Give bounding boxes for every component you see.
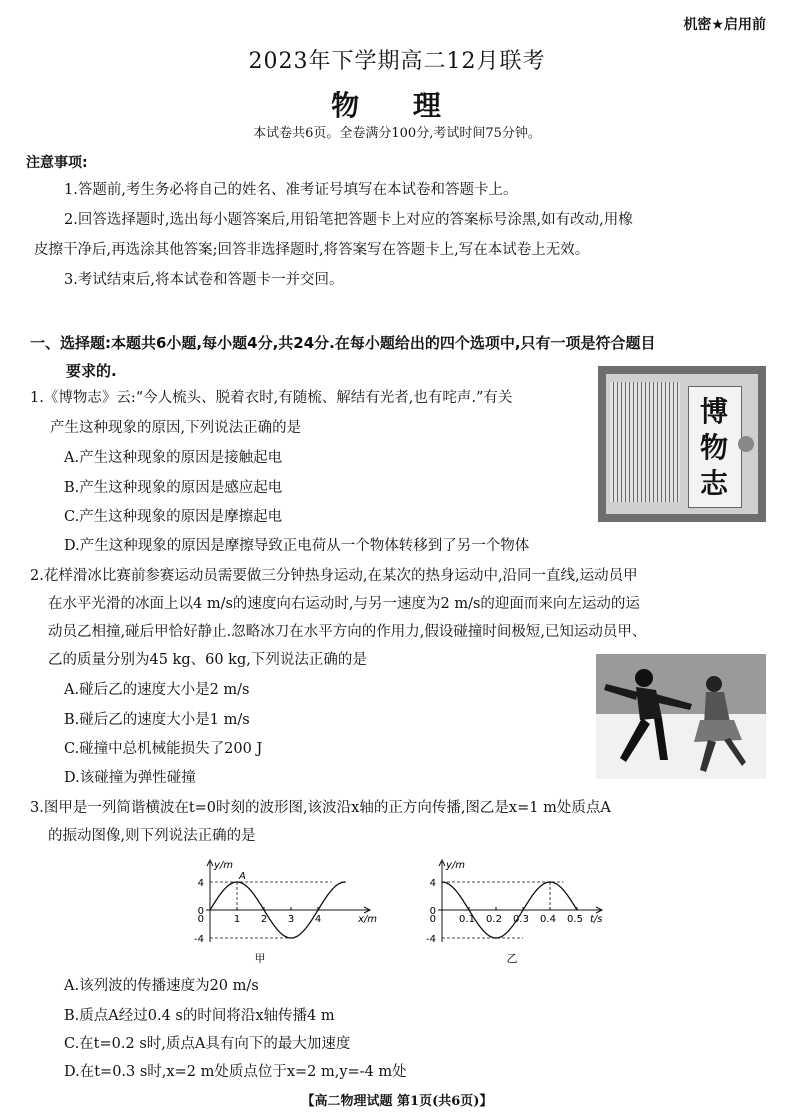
q1-option-b: B.产生这种现象的原因是感应起电: [64, 480, 283, 496]
x-tick-label: 0.3: [513, 914, 529, 925]
x-tick-label: 3: [287, 914, 295, 925]
chart-caption: 乙: [506, 952, 518, 965]
exam-info: 本试卷共6页。全卷满分100分,考试时间75分钟。: [253, 126, 541, 141]
data-point: [344, 881, 346, 883]
chart-caption: 甲: [254, 952, 266, 965]
note-item: 3.考试结束后,将本试卷和答题卡一并交回。: [64, 272, 344, 288]
q3-option-b: B.质点A经过0.4 s的时间将沿x轴传播4 m: [64, 1008, 335, 1024]
data-point: [495, 937, 497, 939]
x-tick-label: 0.1: [459, 914, 475, 925]
y-tick-label: -4: [426, 934, 436, 945]
section-heading: 一、选择题:本题共6小题,每小题4分,共24分.在每小题给出的四个选项中,只有一项是符合题目: [30, 334, 656, 352]
x-tick-label: 0.4: [540, 914, 556, 925]
data-point: [290, 937, 292, 939]
q1-stem: 产生这种现象的原因,下列说法正确的是: [50, 420, 302, 436]
q3-option-d: D.在t=0.3 s时,x=2 m处质点位于x=2 m,y=-4 m处: [64, 1064, 407, 1080]
q2-option-c: C.碰撞中总机械能损失了200 J: [64, 741, 263, 757]
q2-option-d: D.该碰撞为弹性碰撞: [64, 770, 196, 786]
data-point: [576, 909, 578, 911]
note-item: 皮擦干净后,再选涂其他答案;回答非选择题时,将答案写在答题卡上,写在本试卷上无效。: [34, 242, 590, 258]
q2-stem: 乙的质量分别为45 kg、60 kg,下列说法正确的是: [48, 652, 367, 668]
y-axis-label: y/m: [214, 860, 234, 871]
y-tick-label: -4: [194, 934, 204, 945]
book-photo: [598, 366, 766, 522]
origin-label: 0: [197, 914, 204, 925]
q3-stem: 3.图甲是一列简谐横波在t=0时刻的波形图,该波沿x轴的正方向传播,图乙是x=1 m处质点A: [30, 800, 611, 816]
y-axis-label: y/m: [446, 860, 466, 871]
q2-stem: 在水平光滑的冰面上以4 m/s的速度向右运动时,与另一速度为2 m/s的迎面而来向左运动的运: [48, 596, 640, 612]
x-axis-label: t/s: [590, 914, 603, 925]
notes-heading: 注意事项:: [26, 155, 88, 171]
data-point: [522, 909, 524, 911]
point-a-label: A: [239, 871, 246, 882]
q1-option-c: C.产生这种现象的原因是摩擦起电: [64, 509, 283, 525]
exam-title: 2023年下学期高二12月联考: [248, 49, 546, 74]
x-tick-label: 0.2: [486, 914, 502, 925]
data-point: [317, 909, 319, 911]
y-tick-label: 0: [197, 906, 204, 917]
x-axis-label: x/m: [358, 914, 378, 925]
q1-stem: 1.《博物志》云:“今人梳头、脱着衣时,有随梳、解结有光者,也有咤声.”有关: [30, 390, 513, 406]
section-heading-cont: 要求的.: [66, 362, 117, 380]
book-title-text: 博物志: [699, 395, 728, 500]
q1-option-d: D.产生这种现象的原因是摩擦导致正电荷从一个物体转移到了另一个物体: [64, 538, 530, 554]
x-tick-label: 2: [260, 914, 268, 925]
q2-stem: 动员乙相撞,碰后甲恰好静止.忽略冰刀在水平方向的作用力,假设碰撞时间极短,已知运动员甲、: [48, 624, 647, 640]
origin-label: 0: [429, 914, 436, 925]
q3-stem: 的振动图像,则下列说法正确的是: [48, 828, 256, 844]
q2-stem: 2.花样滑冰比赛前参赛运动员需要做三分钟热身运动,在某次的热身运动中,沿同一直线,运动员甲: [30, 568, 638, 584]
skating-photo: [596, 654, 766, 779]
wave-figures: [180, 852, 620, 970]
confidential-label: 机密★启用前: [683, 17, 766, 33]
y-tick-label: 4: [429, 878, 436, 889]
data-point: [209, 909, 211, 911]
note-item: 1.答题前,考生务必将自己的姓名、准考证号填写在本试卷和答题卡上。: [64, 182, 518, 198]
data-point: [441, 881, 443, 883]
y-tick-label: 0: [429, 906, 436, 917]
data-point: [468, 909, 470, 911]
y-tick-label: 4: [197, 878, 204, 889]
q1-option-a: A.产生这种现象的原因是接触起电: [64, 450, 283, 466]
q3-option-c: C.在t=0.2 s时,质点A具有向下的最大加速度: [64, 1036, 351, 1052]
q3-option-a: A.该列波的传播速度为20 m/s: [64, 978, 259, 994]
x-tick-label: 0.5: [567, 914, 583, 925]
data-point: [263, 909, 265, 911]
vibration-graph-yi: [426, 860, 602, 965]
wave-graph-jia: [194, 860, 377, 965]
subject-title: 物 理: [331, 89, 463, 122]
q2-option-b: B.碰后乙的速度大小是1 m/s: [64, 712, 250, 728]
x-tick-label: 1: [233, 914, 241, 925]
note-item: 2.回答选择题时,选出每小题答案后,用铅笔把答题卡上对应的答案标号涂黑,如有改动,用橡: [64, 212, 633, 228]
q2-option-a: A.碰后乙的速度大小是2 m/s: [64, 682, 250, 698]
page-footer: 【高二物理试题 第1页(共6页)】: [301, 1094, 493, 1109]
x-tick-label: 4: [314, 914, 322, 925]
